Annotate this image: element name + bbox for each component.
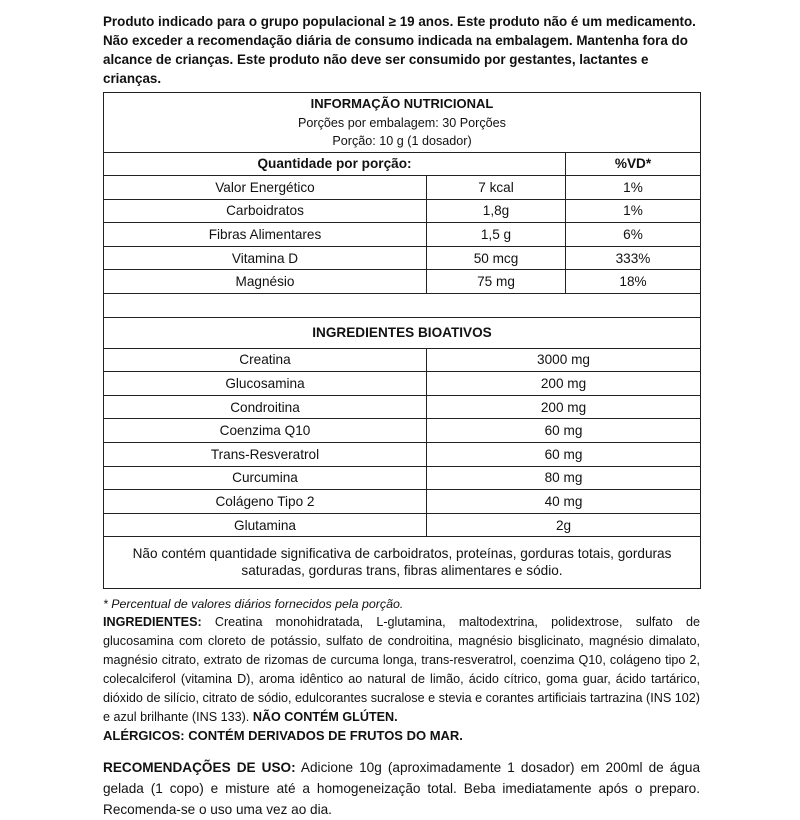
- bioactive-name: Glucosamina: [104, 372, 427, 396]
- nutrient-amount: 75 mg: [427, 270, 566, 294]
- servings-per-pack: Porções por embalagem: 30 Porções: [298, 115, 506, 130]
- serving-size: Porção: 10 g (1 dosador): [332, 134, 472, 148]
- nutrient-amount: 1,8g: [427, 199, 566, 223]
- nutrient-vd: 1%: [566, 199, 701, 223]
- nutrient-vd: 18%: [566, 270, 701, 294]
- bioactive-row: [104, 372, 701, 396]
- nutrition-table: [103, 92, 701, 589]
- nutrient-amount: 50 mcg: [427, 246, 566, 270]
- nutrient-row: [104, 270, 701, 294]
- warning-text: Produto indicado para o grupo populacional ≥ 19 anos. Este produto não é um medicamento. Não exceder a recomendação diária de consumo indicada na embalagem. Mantenha fora do alcance de crianças. Este produto não deve ser consumido por gestantes, lactantes e crianças.: [103, 14, 696, 86]
- bioactive-row: [104, 348, 701, 372]
- bioactives-title: INGREDIENTES BIOATIVOS: [104, 317, 701, 348]
- allergens-statement: ALÉRGICOS: CONTÉM DERIVADOS DE FRUTOS DO MAR.: [103, 728, 463, 744]
- bioactive-name: Creatina: [104, 348, 427, 372]
- bioactive-row: [104, 490, 701, 514]
- gluten-statement: NÃO CONTÉM GLÚTEN.: [252, 710, 398, 725]
- bioactive-name: Coenzima Q10: [104, 419, 427, 443]
- ingredients-text: Creatina monohidratada, L-glutamina, maltodextrina, polidextrose, sulfato de glucosamina com cloreto de potássio, sulfato de condroitina, magnésio bisglicinato, magnésio dimalato, magnésio citrato, extrato de rizomas de curcuma longa, trans-resveratrol, coenzima Q10, colágeno tipo 2, colecalciferol (vitamina D), aroma idêntico ao natural de limão, ácido cítrico, goma guar, ácido tartárico, dióxido de silício, citrato de sódio, edulcorantes sucralose e stevia e corantes artificiais tartrazina (INS 102) e azul brilhante (INS 133).: [103, 615, 700, 725]
- table-header: [104, 93, 701, 153]
- bioactives-title-row: [104, 317, 701, 348]
- bioactive-name: Condroitina: [104, 395, 427, 419]
- recommendations-paragraph: [103, 757, 700, 820]
- footnote: * Percentual de valores diários fornecidos pela porção.: [103, 597, 404, 612]
- bioactive-row: [104, 443, 701, 467]
- table-title: INFORMAÇÃO NUTRICIONAL: [310, 96, 494, 111]
- nutrient-vd: 1%: [566, 176, 701, 200]
- column-header-row: [104, 152, 701, 176]
- bioactive-amount: 3000 mg: [427, 348, 701, 372]
- nutrient-name: Magnésio: [104, 270, 427, 294]
- nutrient-name: Fibras Alimentares: [104, 223, 427, 247]
- nutrient-name: Vitamina D: [104, 246, 427, 270]
- label-page: [103, 12, 700, 820]
- recommendations-text: Adicione 10g (aproximadamente 1 dosador) em 200ml de água gelada (1 copo) e misture até a homogeneização total. Beba imediatamente após o preparo. Recomenda-se o uso uma vez ao dia.: [103, 760, 701, 818]
- nutrient-row: [104, 246, 701, 270]
- nutrient-amount: 7 kcal: [427, 176, 566, 200]
- nutrient-name: Carboidratos: [104, 199, 427, 223]
- col-vd-header: %VD*: [566, 152, 701, 176]
- table-spacer: [104, 294, 701, 318]
- nutrient-row: [104, 176, 701, 200]
- bioactive-name: Curcumina: [104, 466, 427, 490]
- nutrient-vd: 333%: [566, 246, 701, 270]
- bioactive-row: [104, 466, 701, 490]
- bioactive-row: [104, 395, 701, 419]
- bioactive-row: [104, 513, 701, 537]
- bioactive-amount: 80 mg: [427, 466, 701, 490]
- table-footer-note: Não contém quantidade significativa de carboidratos, proteínas, gorduras totais, gorduras saturadas, gorduras trans, fibras alimentares e sódio.: [104, 537, 701, 589]
- nutrient-name: Valor Energético: [104, 176, 427, 200]
- bioactive-amount: 2g: [427, 513, 701, 537]
- bioactive-amount: 40 mg: [427, 490, 701, 514]
- bioactive-amount: 200 mg: [427, 372, 701, 396]
- bioactive-name: Trans-Resveratrol: [104, 443, 427, 467]
- nutrient-amount: 1,5 g: [427, 223, 566, 247]
- bioactive-amount: 200 mg: [427, 395, 701, 419]
- nutrient-row: [104, 199, 701, 223]
- col-quantity-header: Quantidade por porção:: [104, 152, 566, 176]
- nutrient-row: [104, 223, 701, 247]
- nutrient-vd: 6%: [566, 223, 701, 247]
- ingredients-label: INGREDIENTES:: [103, 615, 202, 630]
- spacer-cell: [104, 294, 701, 318]
- bioactive-name: Colágeno Tipo 2: [104, 490, 427, 514]
- bioactive-row: [104, 419, 701, 443]
- recommendations-label: RECOMENDAÇÕES DE USO:: [103, 760, 296, 776]
- bioactive-amount: 60 mg: [427, 443, 701, 467]
- ingredients-paragraph: [103, 613, 700, 727]
- table-footer-row: [104, 537, 701, 589]
- bioactive-name: Glutamina: [104, 513, 427, 537]
- bioactive-amount: 60 mg: [427, 419, 701, 443]
